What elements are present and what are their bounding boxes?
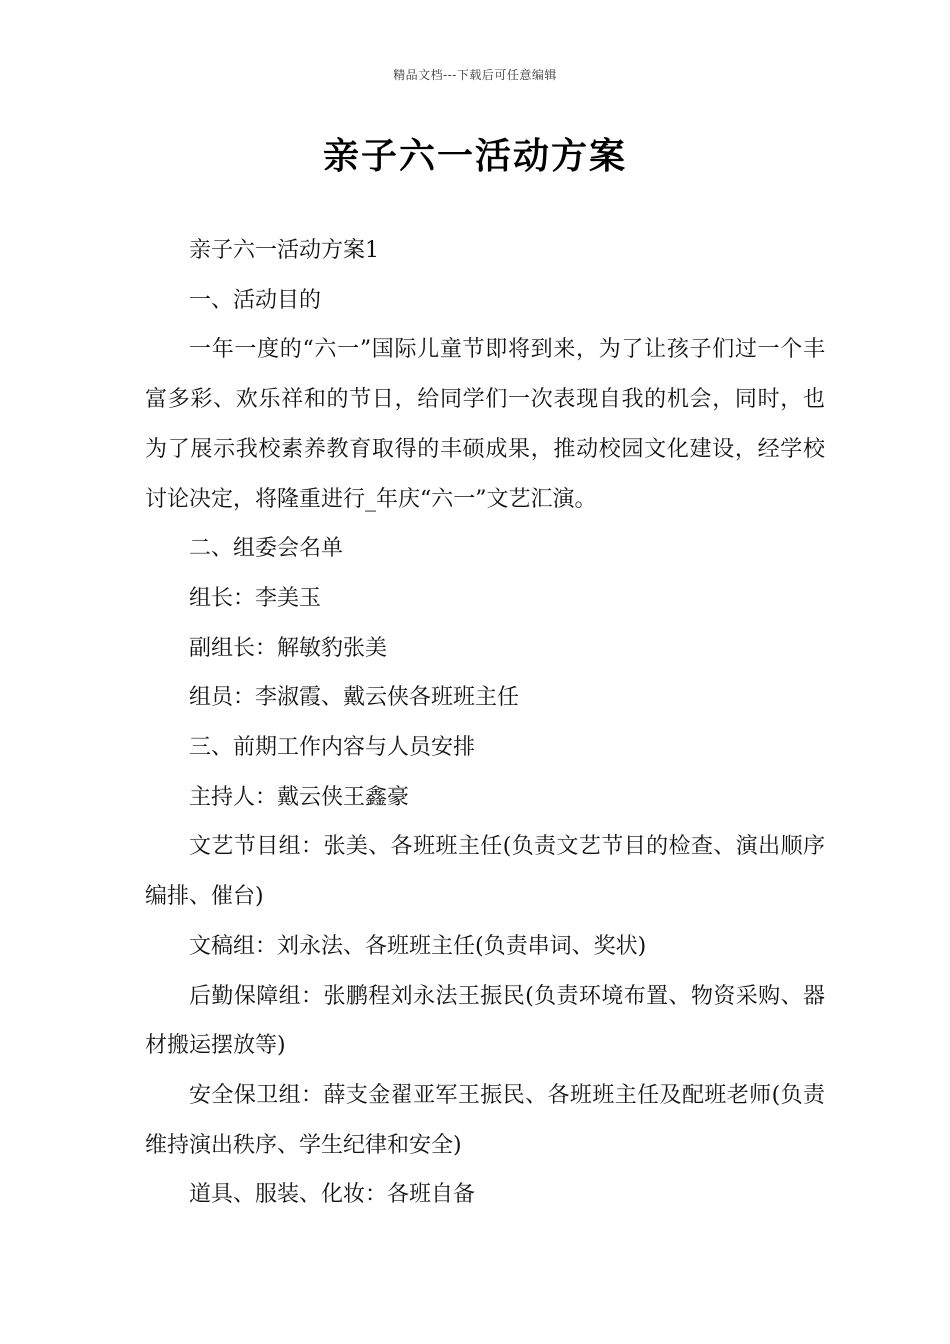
paragraph-security-group: 安全保卫组：薛支金翟亚军王振民、各班班主任及配班老师(负责维持演出秩序、学生纪律和安全)	[145, 1082, 825, 1158]
paragraph-vice-leader: 副组长：解敏豹张美	[189, 635, 388, 661]
paragraph-members: 组员：李淑霞、戴云侠各班班主任	[189, 685, 520, 711]
paragraph-subtitle: 亲子六一活动方案1	[189, 238, 379, 263]
paragraph-props: 道具、服装、化妆：各班自备	[189, 1182, 476, 1208]
paragraph-script-group: 文稿组：刘永法、各班班主任(负责串词、奖状)	[189, 933, 647, 959]
paragraph-section-1-heading: 一、活动目的	[189, 287, 322, 313]
header-note: 精品文档---下载后可任意编辑	[393, 68, 557, 82]
document-body	[145, 226, 825, 1220]
paragraph-section-2-heading: 二、组委会名单	[189, 536, 344, 562]
paragraph-leader: 组长：李美玉	[189, 585, 322, 611]
paragraph-performance-group: 文艺节目组：张美、各班班主任(负责文艺节目的检查、演出顺序编排、催台)	[145, 834, 825, 910]
document-title: 亲子六一活动方案	[322, 135, 627, 177]
paragraph-section-3-heading: 三、前期工作内容与人员安排	[189, 735, 476, 761]
paragraph-logistics-group: 后勤保障组：张鹏程刘永法王振民(负责环境布置、物资采购、器材搬运摆放等)	[145, 983, 825, 1059]
paragraph-hosts: 主持人：戴云侠王鑫豪	[189, 784, 410, 810]
paragraph-purpose: 一年一度的“六一”国际儿童节即将到来，为了让孩子们过一个丰富多彩、欢乐祥和的节日，给同学们一次表现自我的机会，同时，也为了展示我校素养教育取得的丰硕成果，推动校园文化建设，经学校讨论决定，将隆重进行_年庆“六一”文艺汇演。	[145, 337, 825, 512]
